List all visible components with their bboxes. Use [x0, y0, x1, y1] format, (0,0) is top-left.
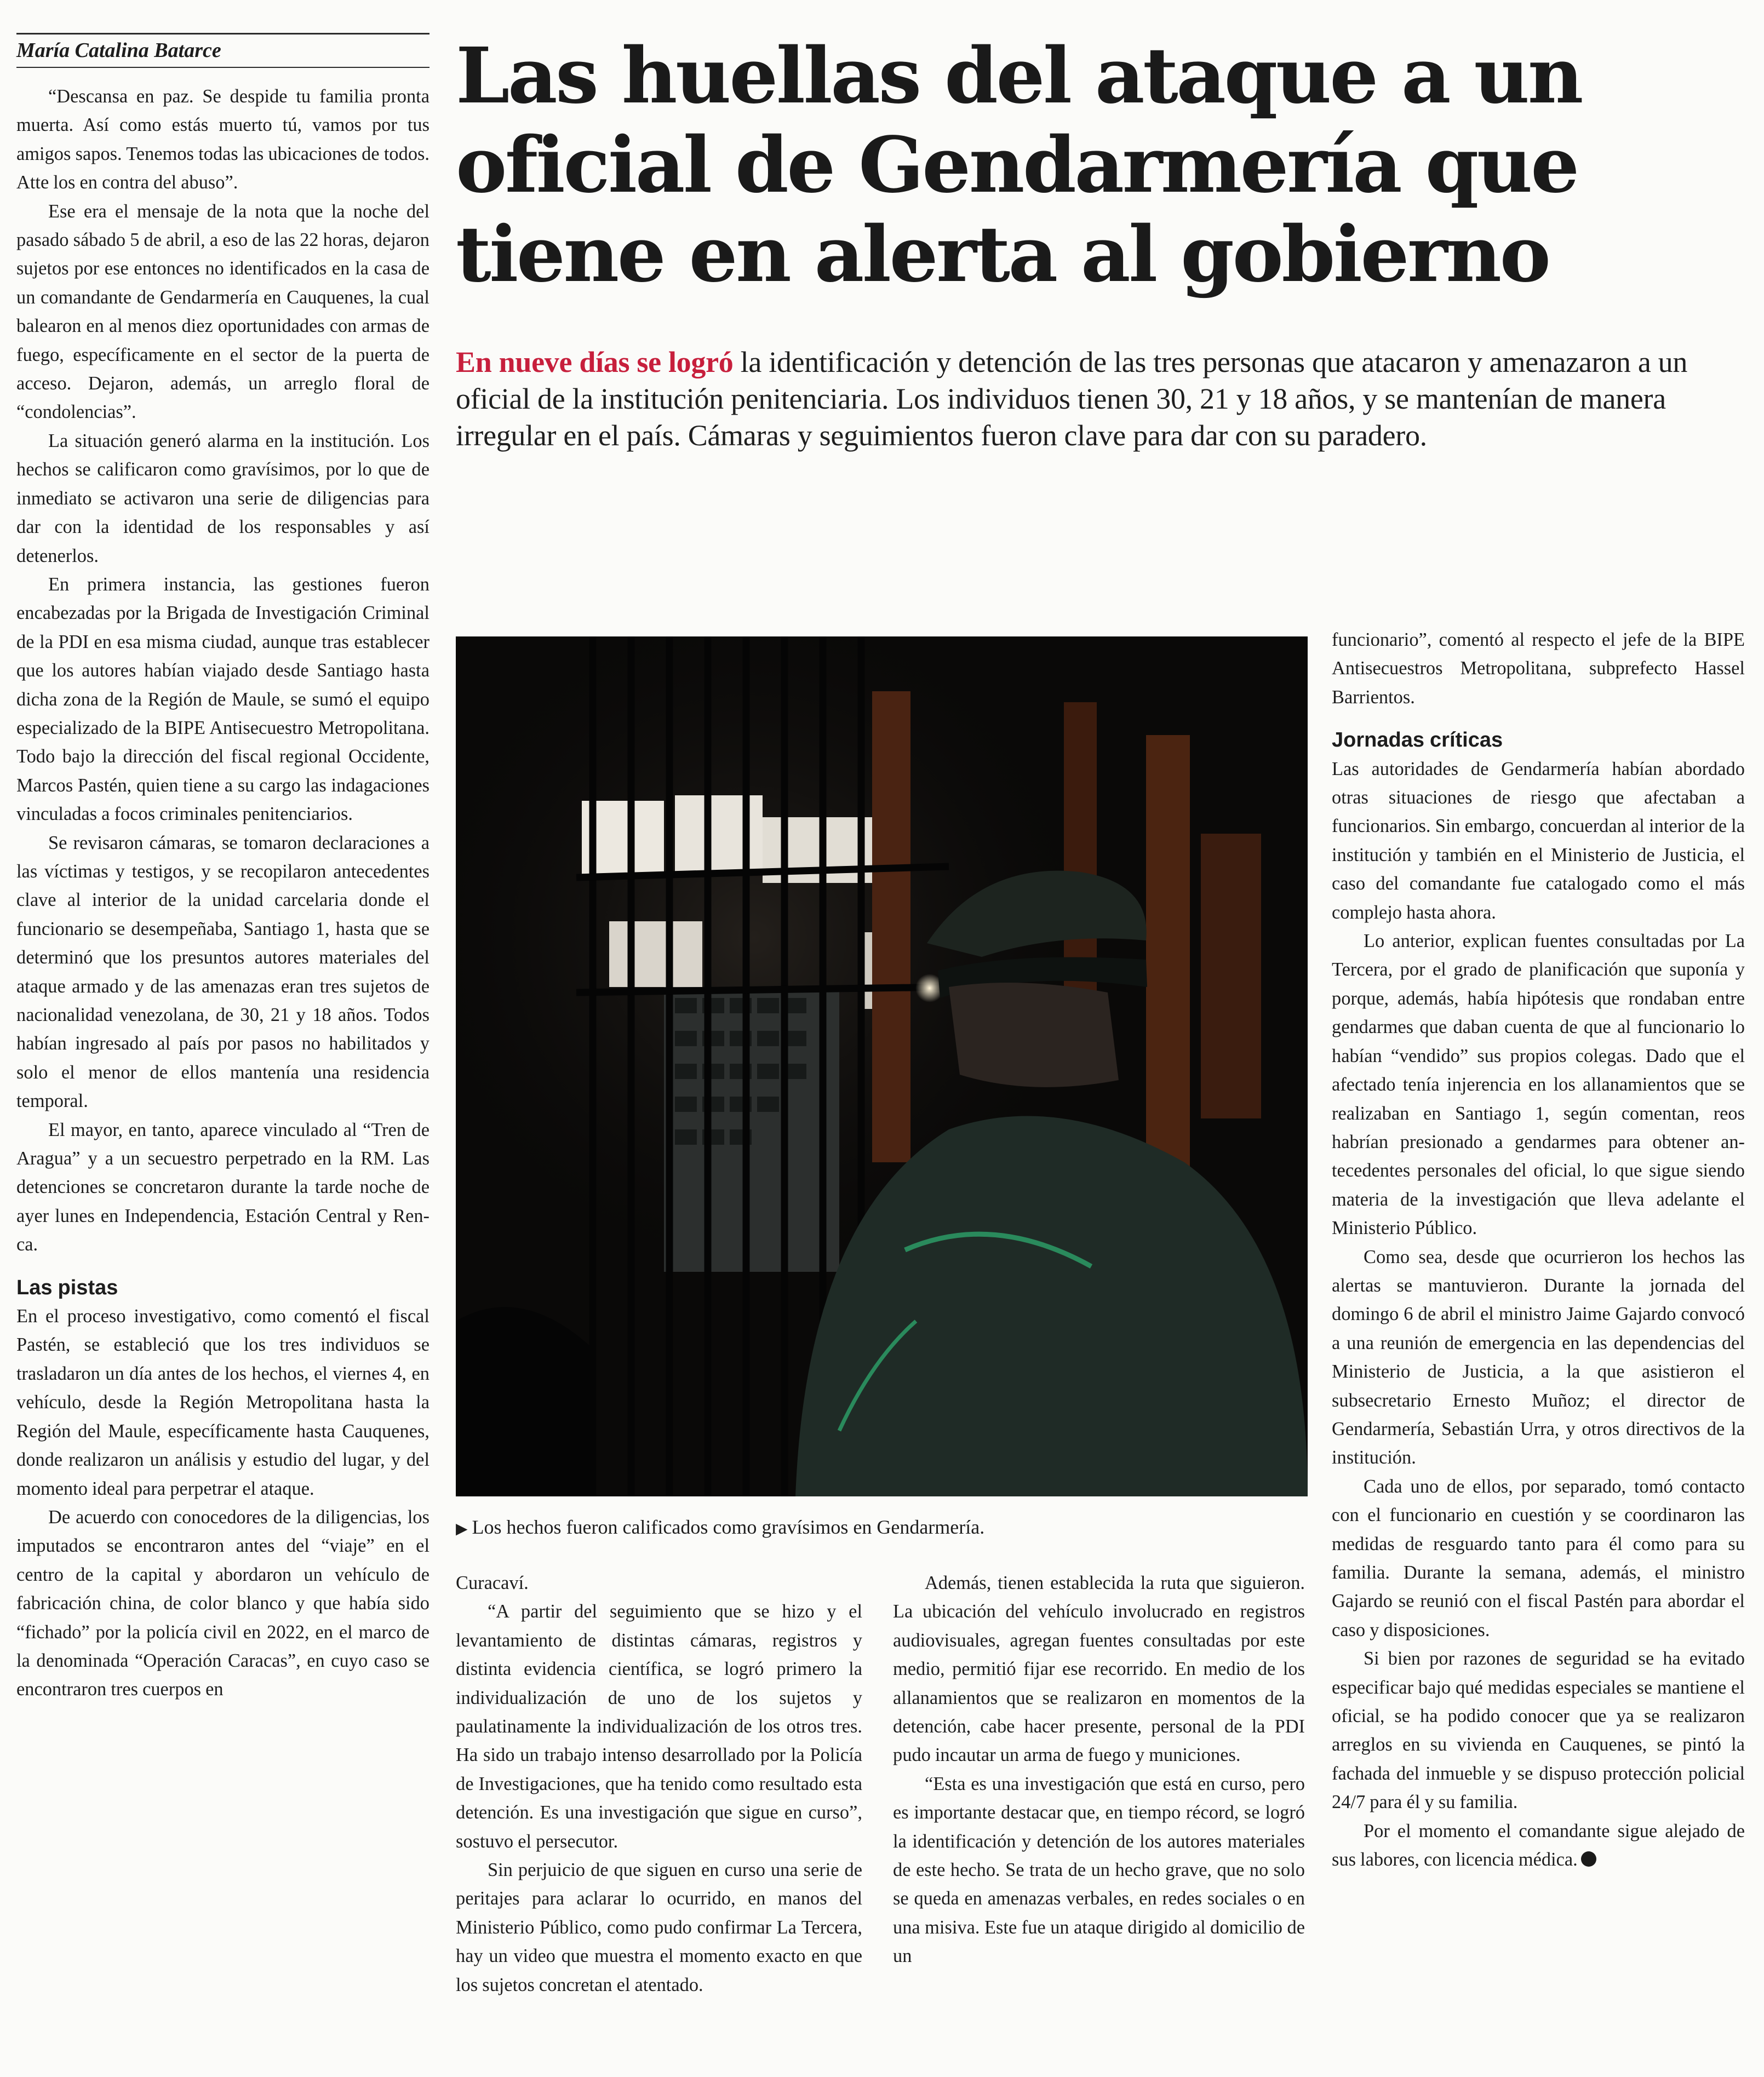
caption-text: Los hechos fueron calificados como gravísimos en Gendarmería. — [472, 1516, 985, 1538]
headline-line: tiene en alerta al gobierno — [456, 210, 1549, 300]
article-column-1 — [16, 82, 429, 1704]
body-paragraph: “A partir del seguimiento que se hizo y el levantamiento de distintas cámaras, registros y distinta evidencia científica, se logró primero la individualización de uno de los sujetos y paulatinamente la individualización de los otros tres. Ha sido un trabajo intenso desarrollado por la Policía de Investigaciones, que ha tenido como resultado esta detención. Es una investigación que sigue en curso”, sostuvo el persecutor. — [456, 1601, 862, 1852]
lead-kicker: En nueve días se logró — [456, 346, 734, 378]
caption-arrow-icon: ▶ — [456, 1519, 468, 1537]
body-paragraph: Si bien por razones de seguridad se ha evitado especificar bajo qué medidas especiales se mantiene el oficial, se ha podido conocer que ya se realizaron arreglos en su vivienda en Cauquenes, se pintó la fachada del inmueble y se dispuso protección policial 24/7 para él y su familia. — [1332, 1648, 1745, 1813]
article-photo — [456, 636, 1308, 1496]
body-paragraph: De acuerdo con conocedores de la diligencias, los imputados se encontraron antes del “viaje” en el centro de la capital y abordaron un vehículo de fabricación china, de color blanco y que había sido “fichado” por la policía civil en 2022, en el marco de la denominada “Operación Caracas”, en cuyo caso se encontraron tres cuerpos en — [16, 1506, 429, 1700]
body-paragraph: Lo anterior, explican fuentes consultadas por La Tercera, por el grado de planificación que suponía y porque, además, había hipótesis que rondaban entre gendarmes que daban cuenta de que al funcionario lo habían “vendido” sus propios colegas. Dado que el afectado tenía injerencia en los allanamientos que se realizaban en Santiago 1, según comentan, reos habrían presionado a gendarmes para obtener antecedentes personales del oficial, lo que sigue siendo materia de la investigación que lleva adelante el Ministerio Público. — [1332, 931, 1745, 1239]
body-paragraph-text: Por el momento el comandante sigue alejado de sus labores, con licencia médica. — [1332, 1820, 1745, 1871]
headline-line: oficial de Gendarmería que — [456, 121, 1578, 210]
body-paragraph: Como sea, desde que ocurrieron los hechos las alertas se mantuvieron. Durante la jornada del domingo 6 de abril el ministro Jaime Gajardo convocó a una reunión de emergencia en las dependencias del Ministerio de Justicia, a la que asistieron el subsecretario Ernesto Muñoz; el director de Gendarmería, Sebastián Urra, y otros directivos de la institución. — [1332, 1246, 1745, 1468]
body-paragraph: Las autoridades de Gendarmería habían abordado otras situaciones de riesgo que afectaban a funcionarios. Sin embargo, concuerdan al interior de la institución y también en el Ministerio de Justicia, el caso del comandante fue catalogado como el más complejo hasta ahora. — [1332, 758, 1745, 923]
body-paragraph: Además, tienen establecida la ruta que siguieron. La ubicación del vehículo involucrado en registros audiovisuales, agregan fuentes consultadas por este medio, permitió fijar ese recorrido. En medio de los allanamientos que se realizaron en momentos de la detención, cabe hacer presente, personal de la PDI pudo incautar un arma de fuego y municiones. — [893, 1573, 1305, 1766]
lead-paragraph — [456, 344, 1749, 454]
byline: María Catalina Batarce — [16, 39, 221, 62]
body-paragraph: funcionario”, comentó al respecto el jefe de la BIPE Antisecuestros Metropolitana, subprefecto Hassel Barrientos. — [1332, 629, 1745, 708]
body-paragraph: Curacaví. — [456, 1573, 529, 1593]
article-column-4 — [1332, 626, 1745, 1874]
article-column-2 — [456, 1569, 862, 1999]
body-paragraph: El mayor, en tanto, aparece vinculado al “Tren de Aragua” y a un secuestro perpetrado en la RM. Las detenciones se concretaron durante la tarde noche de ayer lunes en Independencia, Estación Central y Renca. — [16, 1119, 429, 1255]
body-paragraph: En primera instancia, las gestiones fueron encabezadas por la Brigada de Investigación Criminal de la PDI en esa misma ciudad, aunque tras establecer que los autores habían viajado desde Santiago hasta dicha zona de la Región de Maule, se sumó el equipo especializado de la BIPE Antisecuestro Metropolitana. Todo bajo la dirección del fiscal regional Occidente, Marcos Pastén, quien tiene a su cargo las indagaciones vinculadas a focos criminales penitenciarios. — [16, 573, 429, 825]
body-paragraph — [1332, 1817, 1745, 1874]
byline-bottom-rule — [16, 67, 429, 68]
photo-caption — [456, 1514, 984, 1542]
headline-line: Las huellas del ataque a un — [456, 31, 1582, 121]
body-paragraph: Se revisaron cámaras, se tomaron declaraciones a las víctimas y testigos, y se recopilaron antecedentes clave al interior de la unidad carcelaria donde el funcionario se desempeñaba, Santiago 1, hasta que se determinó que los presuntos autores materiales del ataque armado y de las amenazas eran tres sujetos de nacionalidad venezolana, de 30, 21 y 18 años. Todos habían ingresado al país por pasos no habilitados y solo el menor de ellos mantenía una residencia temporal. — [16, 832, 429, 1112]
byline-top-rule — [16, 33, 429, 35]
article-column-3 — [893, 1569, 1305, 1971]
gendarme-photo-illustration — [456, 636, 1308, 1496]
body-paragraph: Sin perjuicio de que siguen en curso una serie de peritajes para aclarar lo ocurrido, en manos del Ministerio Público, como pudo confirmar La Tercera, hay un video que muestra el momento exacto en que los sujetos concretan el atentado. — [456, 1860, 862, 1995]
section-heading: Jornadas críticas — [1332, 728, 1503, 752]
body-paragraph: Cada uno de ellos, por separado, tomó contacto con el funcionario en cuestión y se coordinaron las medidas de resguardo tanto para él como para su familia. Durante la semana, además, el ministro Gajardo se reunió con el fiscal Pastén para abordar el caso y disposiciones. — [1332, 1476, 1745, 1640]
lead-text: la identificación y detención de las tres personas que atacaron y amenazaron a un oficial de la institución penitenciaria. Los individuos tienen 30, 21 y 18 años, y se mantenían de manera irregular en el país. Cámaras y seguimientos fueron clave para dar con su paradero. — [456, 346, 1688, 452]
body-paragraph: “Descansa en paz. Se despide tu familia pronta muerta. Así como estás muerto tú, vamos por tus amigos sapos. Tenemos todas las ubicaciones de todos. Atte los en contra del abuso”. — [16, 86, 429, 193]
body-paragraph: La situación generó alarma en la institución. Los hechos se calificaron como gravísimos, por lo que de inmediato se activaron una serie de diligencias para dar con la identidad de los responsables y así detenerlos. — [16, 430, 429, 566]
section-heading: Las pistas — [16, 1276, 118, 1299]
end-of-article-icon — [1581, 1851, 1596, 1867]
body-paragraph: Ese era el mensaje de la nota que la noche del pasado sábado 5 de abril, a eso de las 22 horas, dejaron sujetos por ese entonces no identificados en la casa de un comandante de Gendarmería en Cauquenes, la cual balearon en al menos diez oportunidades con armas de fuego, específicamente en el sector de la puerta de acceso. Dejaron, además, un arreglo floral de “condolencias”. — [16, 200, 429, 423]
body-paragraph: En el proceso investigativo, como comentó el fiscal Pastén, se estableció que los tres individuos se trasladaron un día antes de los hechos, el viernes 4, en vehículo, desde la Región Metropolitana hasta la Región del Maule, específicamente hasta Cauquenes, donde realizaron un análisis y estudio del lugar, y del momento ideal para perpetrar el ataque. — [16, 1306, 429, 1499]
body-paragraph: “Esta es una investigación que está en curso, pero es importante destacar que, en tiempo récord, se logró la identificación y detención de los autores materiales de este hecho. Se trata de un hecho grave, que no solo se queda en amenazas verbales, en redes sociales o en una misiva. Este fue un ataque dirigido al domicilio de un — [893, 1773, 1305, 1967]
headline — [456, 32, 1716, 300]
